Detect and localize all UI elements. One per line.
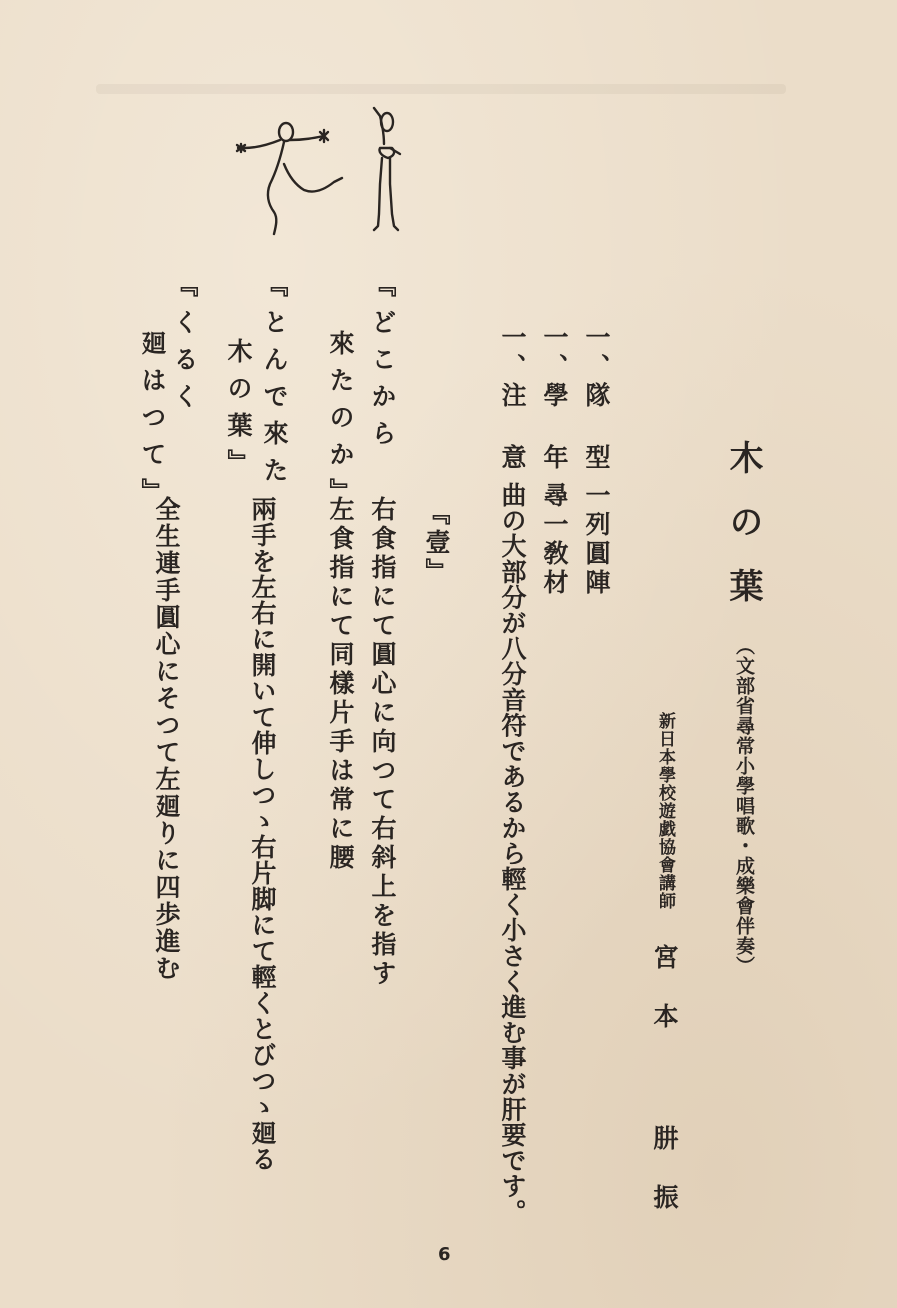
section-marker: 『壹』 <box>422 500 451 587</box>
lyric-3-line-1: 『くるく <box>170 272 199 420</box>
lyric-2-line-1: 『とんで來た <box>260 272 289 494</box>
item-grade-label: 一、學 年 <box>540 324 569 473</box>
lyric-1-instruction-1: 右食指にて圓心に向つて右斜上を指す <box>368 496 397 989</box>
dancing-figures-illustration <box>224 104 414 254</box>
page-number: 6 <box>438 1244 451 1265</box>
lyric-3-instruction-1: 全生連手圓心にそつて左廻りに四歩進む <box>152 496 181 982</box>
author-affiliation: 新日本學校遊戯協會講師 <box>655 712 675 910</box>
bleed-through-line <box>96 84 786 94</box>
subtitle: （文部省尋常小學唱歌・成樂會伴奏） <box>733 636 755 976</box>
lyric-1-instruction-2: 左食指にて同樣片手は常に腰 <box>326 496 355 873</box>
author-name: 宮本 肼振 <box>650 944 679 1243</box>
lyric-3-line-2: 廻はつて』 <box>138 330 167 515</box>
lyric-2-instruction-1: 兩手を左右に開いて伸しつゝ右片脚にて輕くとびつゝ廻る <box>248 496 277 1172</box>
item-note-label: 一、注 意 <box>498 324 527 473</box>
item-formation-value: 一列圓陣 <box>582 482 611 598</box>
lyric-1-line-1: 『どこから <box>368 272 397 457</box>
item-note-value: 曲の大部分が八分音符であるから輕く小さく進む事が肝要です。 <box>498 482 527 1225</box>
lyric-1-line-2: 來たのか』 <box>326 330 355 515</box>
item-grade-value: 尋一敎材 <box>540 482 569 598</box>
item-formation-label: 一、隊 型 <box>582 324 611 473</box>
lyric-2-line-2: 木の葉』 <box>224 338 253 486</box>
page-title: 木の葉 <box>723 440 763 632</box>
